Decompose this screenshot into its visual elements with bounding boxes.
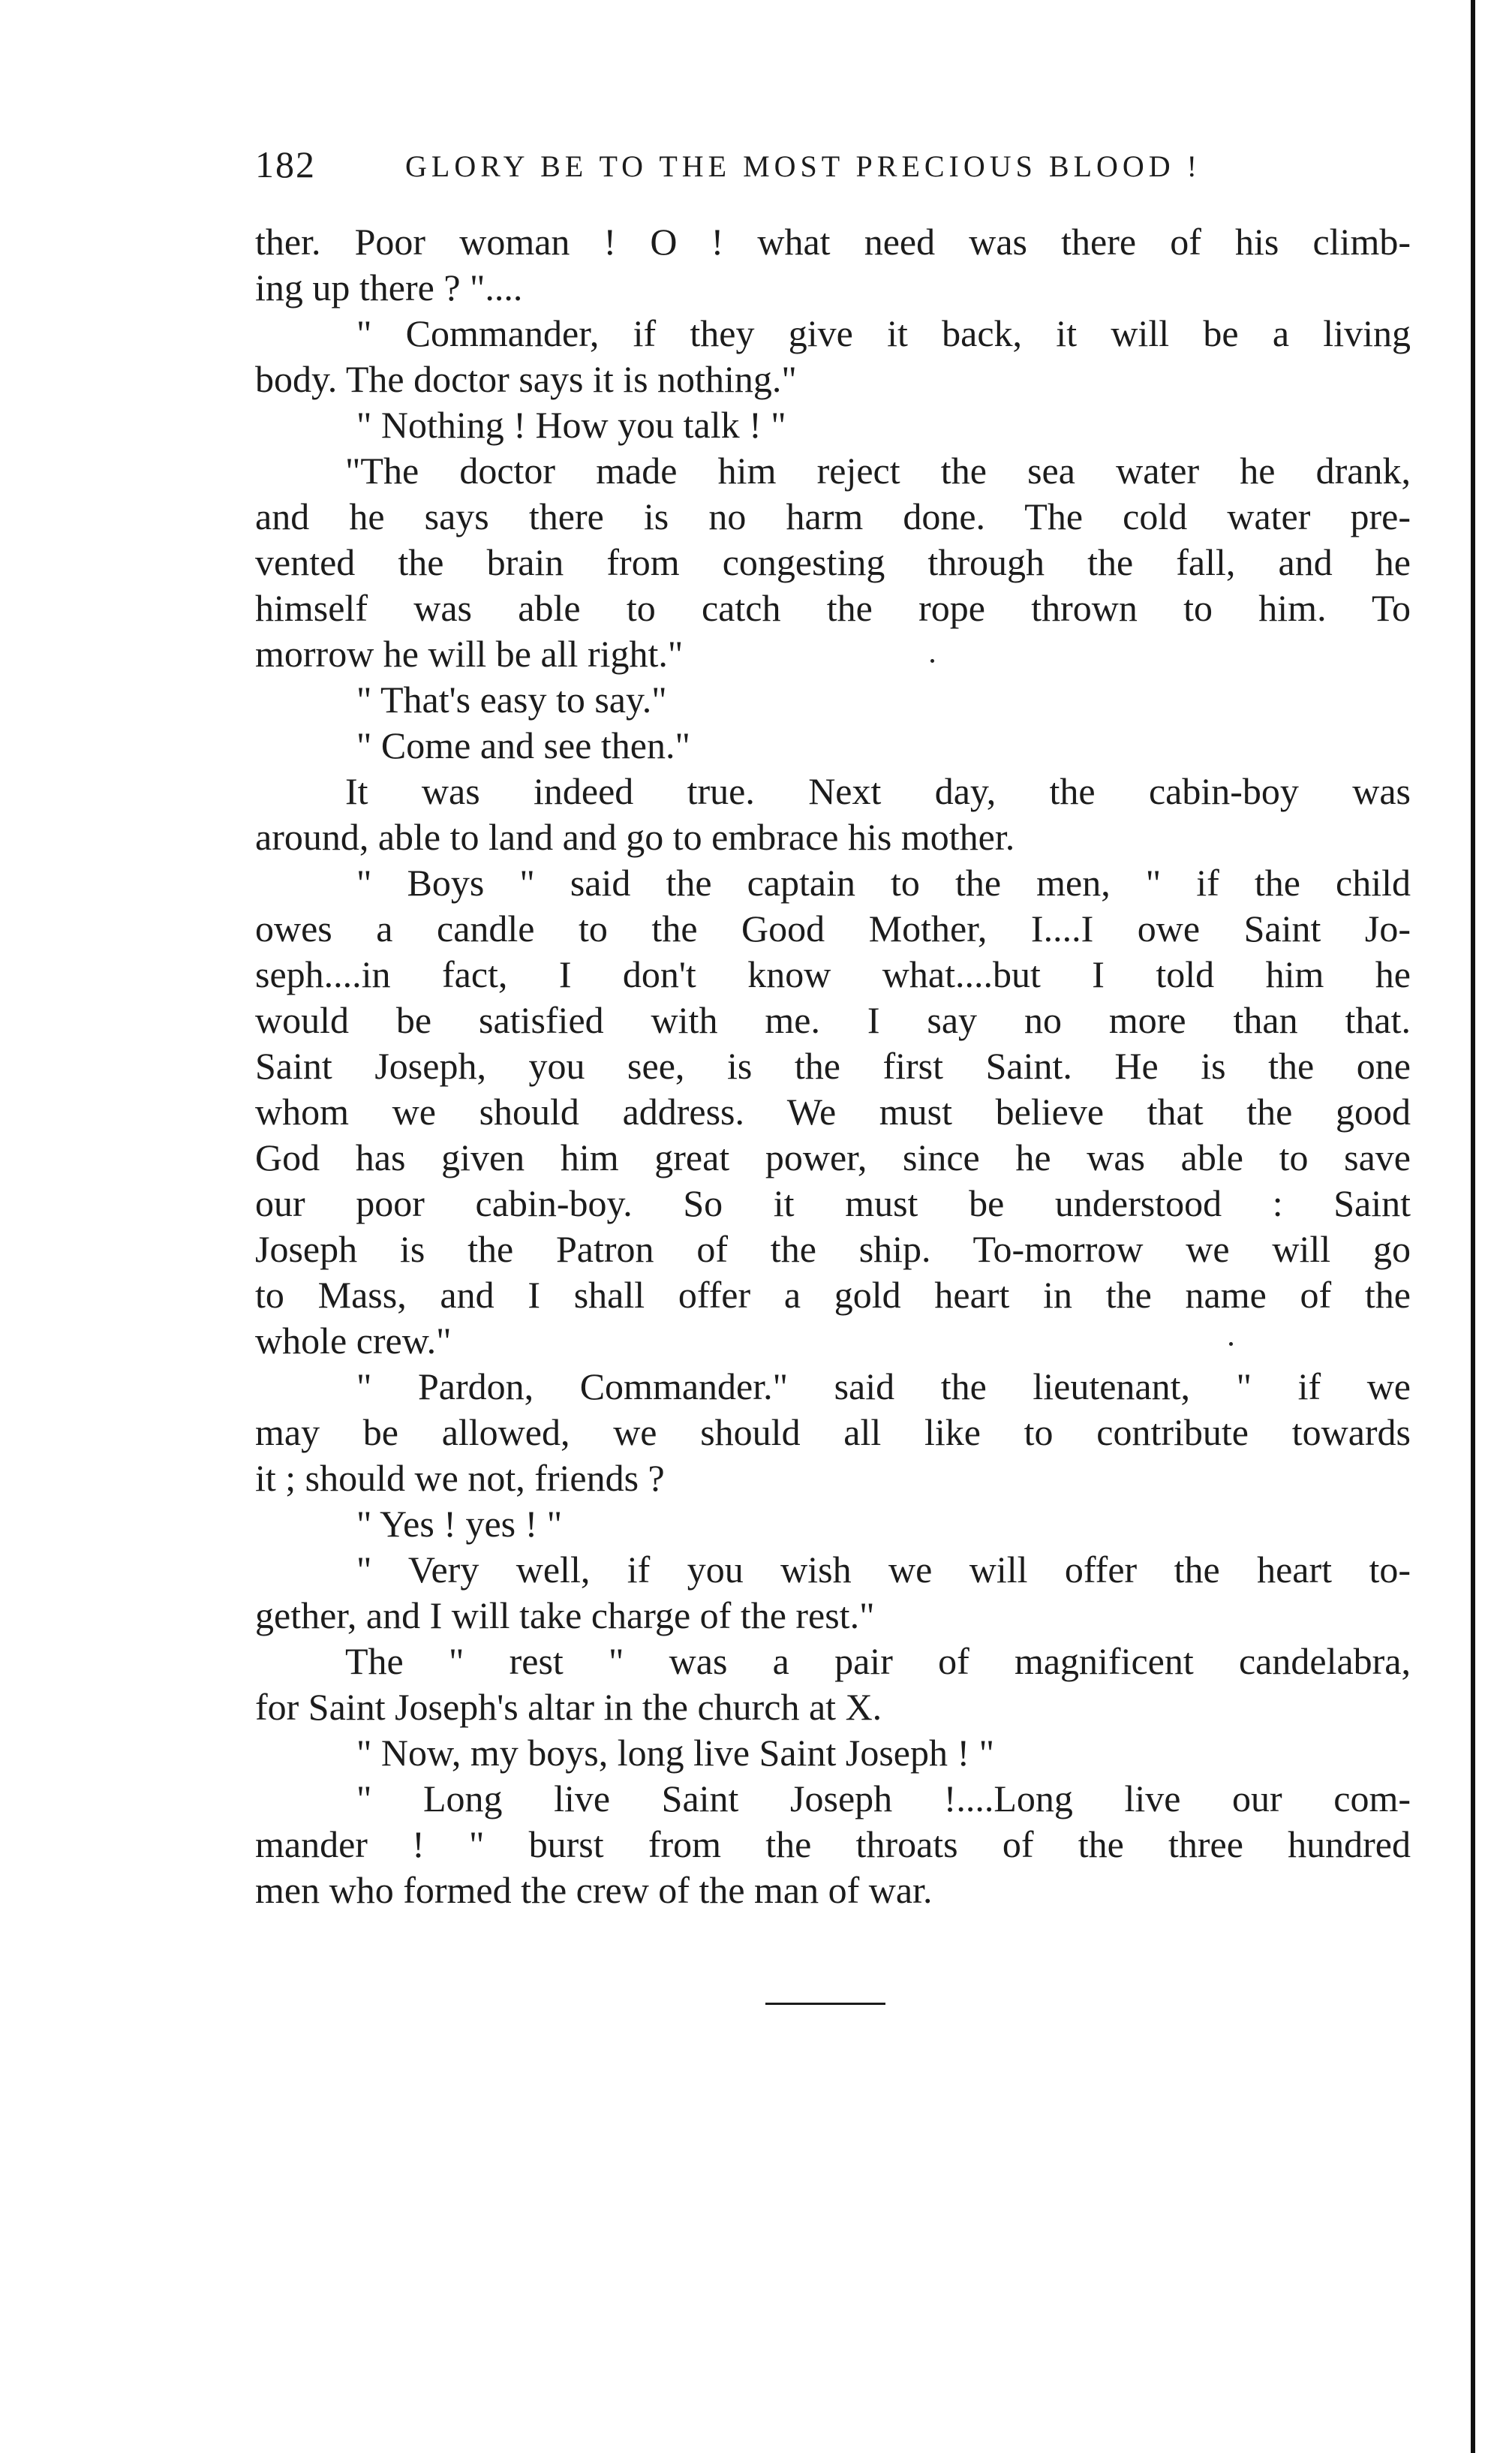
running-head (255, 143, 1411, 195)
text-line: " Pardon, Commander." said the lieutenant, " if we (356, 1365, 1411, 1407)
text-line: Saint Joseph, you see, is the first Saint. He is the one (255, 1045, 1411, 1087)
text-line: " Commander, if they give it back, it will be a living (356, 312, 1411, 354)
text-line: seph....in fact, I don't know what....but I told him he (255, 953, 1411, 995)
text-line: our poor cabin-boy. So it must be understood : Saint (255, 1182, 1411, 1224)
text-line: Joseph is the Patron of the ship. To-morrow we will go (255, 1228, 1411, 1270)
text-line: " Come and see then." (356, 724, 690, 766)
text-line: gether, and I will take charge of the rest." (255, 1594, 875, 1636)
end-rule (765, 2003, 885, 2005)
text-line: it ; should we not, friends ? (255, 1457, 665, 1499)
text-line: whom we should address. We must believe that the good (255, 1091, 1411, 1133)
text-line: " Long live Saint Joseph !....Long live our com- (356, 1777, 1411, 1819)
text-line: " Nothing ! How you talk ! " (356, 404, 786, 446)
text-line: " Now, my boys, long live Saint Joseph ! " (356, 1732, 995, 1774)
text-line: to Mass, and I shall offer a gold heart in the name of the (255, 1274, 1411, 1316)
running-title: GLORY BE TO THE MOST PRECIOUS BLOOD ! (405, 149, 1201, 183)
text-line: " Yes ! yes ! " (356, 1503, 563, 1545)
text-line: would be satisfied with me. I say no more than that. (255, 999, 1411, 1041)
print-speck (930, 659, 934, 663)
text-line: morrow he will be all right." (255, 633, 684, 675)
text-line: ther. Poor woman ! O ! what need was there of his climb- (255, 221, 1411, 263)
text-line: and he says there is no harm done. The cold water pre- (255, 495, 1411, 537)
page-edge-shadow (1471, 0, 1475, 2453)
text-line: " Boys " said the captain to the men, " if the child (356, 862, 1411, 904)
text-line: "The doctor made him reject the sea water he drank, (345, 450, 1411, 492)
text-line: for Saint Joseph's altar in the church at X. (255, 1686, 882, 1728)
text-line: owes a candle to the Good Mother, I....I owe Saint Jo- (255, 907, 1411, 950)
text-line: whole crew." (255, 1320, 452, 1362)
text-line: ing up there ? ".... (255, 266, 523, 309)
text-line: around, able to land and go to embrace his mother. (255, 816, 1015, 858)
text-line: body. The doctor says it is nothing." (255, 358, 797, 400)
print-speck (1229, 1342, 1233, 1346)
text-line: God has given him great power, since he was able to save (255, 1136, 1411, 1178)
text-line: The " rest " was a pair of magnificent candelabra, (345, 1640, 1411, 1682)
text-line: It was indeed true. Next day, the cabin-boy was (345, 770, 1411, 812)
text-line: " That's easy to say." (356, 679, 667, 721)
text-line: himself was able to catch the rope thrown to him. To (255, 587, 1411, 629)
page-number: 182 (255, 143, 316, 185)
text-line: vented the brain from congesting through the fall, and he (255, 541, 1411, 583)
text-line: men who formed the crew of the man of war. (255, 1869, 933, 1911)
text-line: mander ! " burst from the throats of the three hundred (255, 1823, 1411, 1865)
body-text (255, 219, 1411, 1913)
text-line: " Very well, if you wish we will offer the heart to- (356, 1549, 1411, 1591)
text-line: may be allowed, we should all like to contribute towards (255, 1411, 1411, 1453)
